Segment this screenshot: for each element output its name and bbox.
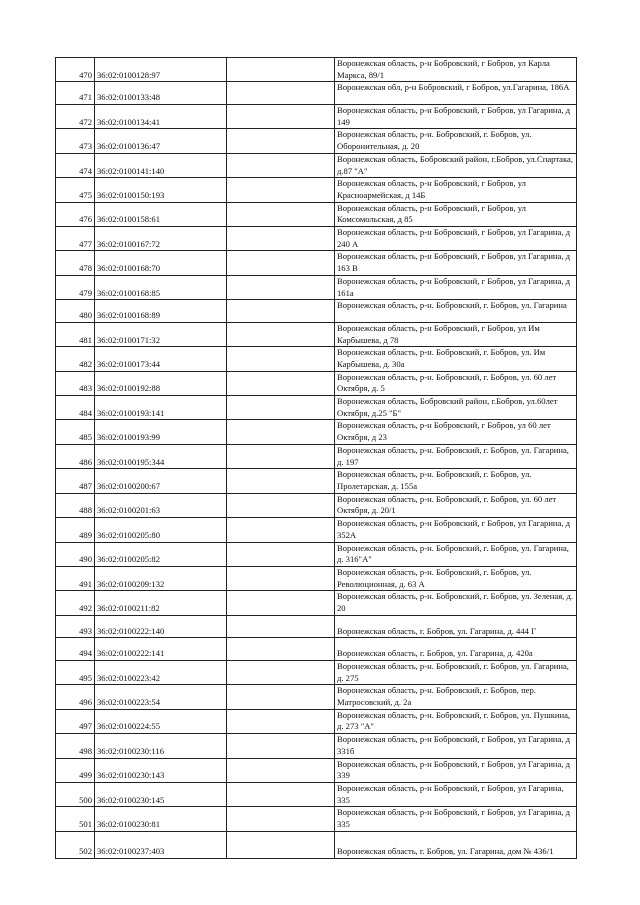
empty-cell: [227, 396, 335, 420]
cadastral-number-cell: 36:02:0100168:70: [95, 251, 227, 275]
empty-cell: [227, 420, 335, 444]
empty-cell: [227, 831, 335, 858]
table-row: [56, 444, 577, 468]
empty-cell: [227, 153, 335, 177]
table-row: [56, 615, 577, 638]
empty-cell: [227, 300, 335, 323]
row-number-cell: 477: [56, 227, 95, 251]
land-registry-table: [55, 57, 577, 859]
row-number-cell: 480: [56, 300, 95, 323]
table-row: [56, 58, 577, 82]
empty-cell: [227, 202, 335, 226]
table-row: [56, 153, 577, 177]
row-number-cell: 473: [56, 129, 95, 153]
empty-cell: [227, 178, 335, 202]
row-number-cell: 490: [56, 542, 95, 566]
address-cell: Воронежская область, р-н Бобровский, г Бобров, ул Гагарина, д 163 В: [335, 251, 577, 275]
address-cell: Воронежская область, р-н Бобровский, г Бобров, ул Гагарина, д 240 А: [335, 227, 577, 251]
address-cell: Воронежская область, р-н Бобровский, г Бобров, ул Гагарина, 335: [335, 782, 577, 806]
table-row: [56, 685, 577, 709]
empty-cell: [227, 758, 335, 782]
cadastral-number-cell: 36:02:0100205:80: [95, 518, 227, 542]
cadastral-number-cell: 36:02:0100222:140: [95, 615, 227, 638]
address-cell: Воронежская область, р-н Бобровский, г Бобров, ул Гагарина, д 352А: [335, 518, 577, 542]
table-row: [56, 275, 577, 299]
address-cell: Воронежская область, р-н Бобровский, г Бобров, ул Гагарина, д 149: [335, 105, 577, 129]
table-row: [56, 202, 577, 226]
empty-cell: [227, 227, 335, 251]
address-cell: Воронежская область, г. Бобров, ул. Гагарина, д. 420а: [335, 638, 577, 661]
table-row: [56, 782, 577, 806]
empty-cell: [227, 347, 335, 371]
address-cell: Воронежская область, р-н Бобровский, г Бобров, ул Гагарина, д 161а: [335, 275, 577, 299]
address-cell: Воронежская область, р-н. Бобровский, г. Бобров, пер. Матросовский, д. 2а: [335, 685, 577, 709]
address-cell: Воронежская область, р-н. Бобровский, г. Бобров, ул. Гагарина, д. 316"А": [335, 542, 577, 566]
table-row: [56, 542, 577, 566]
table-row: [56, 660, 577, 684]
cadastral-number-cell: 36:02:0100133:48: [95, 82, 227, 105]
address-cell: Воронежская область, р-н Бобровский, г Бобров, ул Гагарина, д 331б: [335, 734, 577, 758]
row-number-cell: 471: [56, 82, 95, 105]
cadastral-number-cell: 36:02:0100128:97: [95, 58, 227, 82]
address-cell: Воронежская область, р-н Бобровский, г Бобров, ул Красноармейская, д 14Б: [335, 178, 577, 202]
address-cell: Воронежская область, р-н. Бобровский, г. Бобров, ул. Зеленая, д. 20: [335, 591, 577, 615]
address-cell: Воронежская область, Бобровский район, г.Бобров, ул.Спартака, д.87 "А": [335, 153, 577, 177]
row-number-cell: 499: [56, 758, 95, 782]
cadastral-number-cell: 36:02:0100141:140: [95, 153, 227, 177]
cadastral-number-cell: 36:02:0100134:41: [95, 105, 227, 129]
table-row: [56, 469, 577, 493]
empty-cell: [227, 275, 335, 299]
empty-cell: [227, 660, 335, 684]
address-cell: Воронежская область, р-н. Бобровский, г. Бобров, ул. Гагарина: [335, 300, 577, 323]
empty-cell: [227, 518, 335, 542]
table-row: [56, 566, 577, 590]
row-number-cell: 502: [56, 831, 95, 858]
cadastral-number-cell: 36:02:0100205:82: [95, 542, 227, 566]
cadastral-number-cell: 36:02:0100193:99: [95, 420, 227, 444]
table-row: [56, 227, 577, 251]
cadastral-number-cell: 36:02:0100223:42: [95, 660, 227, 684]
row-number-cell: 494: [56, 638, 95, 661]
table-row: [56, 831, 577, 858]
row-number-cell: 476: [56, 202, 95, 226]
row-number-cell: 492: [56, 591, 95, 615]
cadastral-number-cell: 36:02:0100237:403: [95, 831, 227, 858]
row-number-cell: 497: [56, 709, 95, 733]
table-row: [56, 178, 577, 202]
address-cell: Воронежская область, р-н. Бобровский, г. Бобров, ул. Революционная, д. 63 А: [335, 566, 577, 590]
cadastral-number-cell: 36:02:0100193:141: [95, 396, 227, 420]
row-number-cell: 500: [56, 782, 95, 806]
address-cell: Воронежская область, р-н. Бобровский, г. Бобров, ул. Оборонительная, д. 20: [335, 129, 577, 153]
empty-cell: [227, 638, 335, 661]
row-number-cell: 483: [56, 371, 95, 395]
cadastral-number-cell: 36:02:0100171:32: [95, 322, 227, 346]
cadastral-number-cell: 36:02:0100230:116: [95, 734, 227, 758]
address-cell: Воронежская область, р-н. Бобровский, г. Бобров, ул. Гагарина, д. 275: [335, 660, 577, 684]
empty-cell: [227, 782, 335, 806]
table-row: [56, 105, 577, 129]
row-number-cell: 501: [56, 807, 95, 831]
address-cell: Воронежская область, р-н Бобровский, г Бобров, ул Гагарина, д 335: [335, 807, 577, 831]
cadastral-number-cell: 36:02:0100230:145: [95, 782, 227, 806]
row-number-cell: 479: [56, 275, 95, 299]
empty-cell: [227, 615, 335, 638]
address-cell: Воронежская область, р-н Бобровский, г Бобров, ул Гагарина, д 339: [335, 758, 577, 782]
empty-cell: [227, 542, 335, 566]
address-cell: Воронежская область, р-н. Бобровский, г. Бобров, ул. Пушкина, д. 273 "А": [335, 709, 577, 733]
table-row: [56, 591, 577, 615]
row-number-cell: 498: [56, 734, 95, 758]
table-row: [56, 807, 577, 831]
table-row: [56, 322, 577, 346]
table-row: [56, 734, 577, 758]
empty-cell: [227, 807, 335, 831]
empty-cell: [227, 566, 335, 590]
table-body: [56, 58, 577, 859]
empty-cell: [227, 105, 335, 129]
cadastral-number-cell: 36:02:0100230:81: [95, 807, 227, 831]
row-number-cell: 495: [56, 660, 95, 684]
row-number-cell: 491: [56, 566, 95, 590]
table-row: [56, 300, 577, 323]
empty-cell: [227, 444, 335, 468]
address-cell: Воронежская обл, р-н Бобровский, г Бобров, ул.Гагарина, 186А: [335, 82, 577, 105]
address-cell: Воронежская область, Бобровский район, г.Бобров, ул.60лет Октября, д.25 "Б": [335, 396, 577, 420]
cadastral-number-cell: 36:02:0100150:193: [95, 178, 227, 202]
address-cell: Воронежская область, р-н Бобровский, г Бобров, ул Им Карбышева, д 78: [335, 322, 577, 346]
row-number-cell: 472: [56, 105, 95, 129]
row-number-cell: 496: [56, 685, 95, 709]
address-cell: Воронежская область, р-н Бобровский, г Бобров, ул Карла Маркса, 89/1: [335, 58, 577, 82]
cadastral-number-cell: 36:02:0100223:54: [95, 685, 227, 709]
row-number-cell: 485: [56, 420, 95, 444]
empty-cell: [227, 493, 335, 517]
empty-cell: [227, 371, 335, 395]
cadastral-number-cell: 36:02:0100211:82: [95, 591, 227, 615]
cadastral-number-cell: 36:02:0100167:72: [95, 227, 227, 251]
address-cell: Воронежская область, р-н Бобровский, г Бобров, ул Комсомольская, д 85: [335, 202, 577, 226]
row-number-cell: 484: [56, 396, 95, 420]
empty-cell: [227, 82, 335, 105]
empty-cell: [227, 591, 335, 615]
row-number-cell: 486: [56, 444, 95, 468]
row-number-cell: 488: [56, 493, 95, 517]
cadastral-number-cell: 36:02:0100224:55: [95, 709, 227, 733]
cadastral-number-cell: 36:02:0100136:47: [95, 129, 227, 153]
cadastral-number-cell: 36:02:0100200:67: [95, 469, 227, 493]
address-cell: Воронежская область, р-н. Бобровский, г. Бобров, ул. 60 лет Октября, д. 20/1: [335, 493, 577, 517]
cadastral-number-cell: 36:02:0100209:132: [95, 566, 227, 590]
table-row: [56, 82, 577, 105]
cadastral-number-cell: 36:02:0100173:44: [95, 347, 227, 371]
cadastral-number-cell: 36:02:0100168:85: [95, 275, 227, 299]
table-row: [56, 371, 577, 395]
empty-cell: [227, 469, 335, 493]
address-cell: Воронежская область, р-н Бобровский, г Бобров, ул 60 лет Октября, д 23: [335, 420, 577, 444]
cadastral-number-cell: 36:02:0100158:61: [95, 202, 227, 226]
empty-cell: [227, 322, 335, 346]
row-number-cell: 482: [56, 347, 95, 371]
row-number-cell: 487: [56, 469, 95, 493]
address-cell: Воронежская область, р-н. Бобровский, г. Бобров, ул. Пролетарская, д. 155а: [335, 469, 577, 493]
row-number-cell: 493: [56, 615, 95, 638]
table-row: [56, 396, 577, 420]
empty-cell: [227, 58, 335, 82]
cadastral-number-cell: 36:02:0100195:344: [95, 444, 227, 468]
empty-cell: [227, 734, 335, 758]
empty-cell: [227, 709, 335, 733]
address-cell: Воронежская область, р-н. Бобровский, г. Бобров, ул. Им Карбышева, д. 30а: [335, 347, 577, 371]
empty-cell: [227, 129, 335, 153]
table-row: [56, 129, 577, 153]
cadastral-number-cell: 36:02:0100192:88: [95, 371, 227, 395]
row-number-cell: 478: [56, 251, 95, 275]
row-number-cell: 475: [56, 178, 95, 202]
row-number-cell: 474: [56, 153, 95, 177]
table-row: [56, 347, 577, 371]
empty-cell: [227, 251, 335, 275]
table-row: [56, 709, 577, 733]
table-row: [56, 758, 577, 782]
address-cell: Воронежская область, р-н. Бобровский, г. Бобров, ул. Гагарина, д. 197: [335, 444, 577, 468]
row-number-cell: 470: [56, 58, 95, 82]
table-row: [56, 638, 577, 661]
cadastral-number-cell: 36:02:0100201:63: [95, 493, 227, 517]
table-row: [56, 518, 577, 542]
table-row: [56, 251, 577, 275]
cadastral-number-cell: 36:02:0100230:143: [95, 758, 227, 782]
address-cell: Воронежская область, г. Бобров, ул. Гагарина, д. 444 Г: [335, 615, 577, 638]
table-row: [56, 420, 577, 444]
row-number-cell: 481: [56, 322, 95, 346]
address-cell: Воронежская область, р-н. Бобровский, г. Бобров, ул. 60 лет Октября, д. 5: [335, 371, 577, 395]
empty-cell: [227, 685, 335, 709]
address-cell: Воронежская область, г. Бобров, ул. Гагарина, дом № 436/1: [335, 831, 577, 858]
table-row: [56, 493, 577, 517]
cadastral-number-cell: 36:02:0100222:141: [95, 638, 227, 661]
cadastral-number-cell: 36:02:0100168:89: [95, 300, 227, 323]
row-number-cell: 489: [56, 518, 95, 542]
